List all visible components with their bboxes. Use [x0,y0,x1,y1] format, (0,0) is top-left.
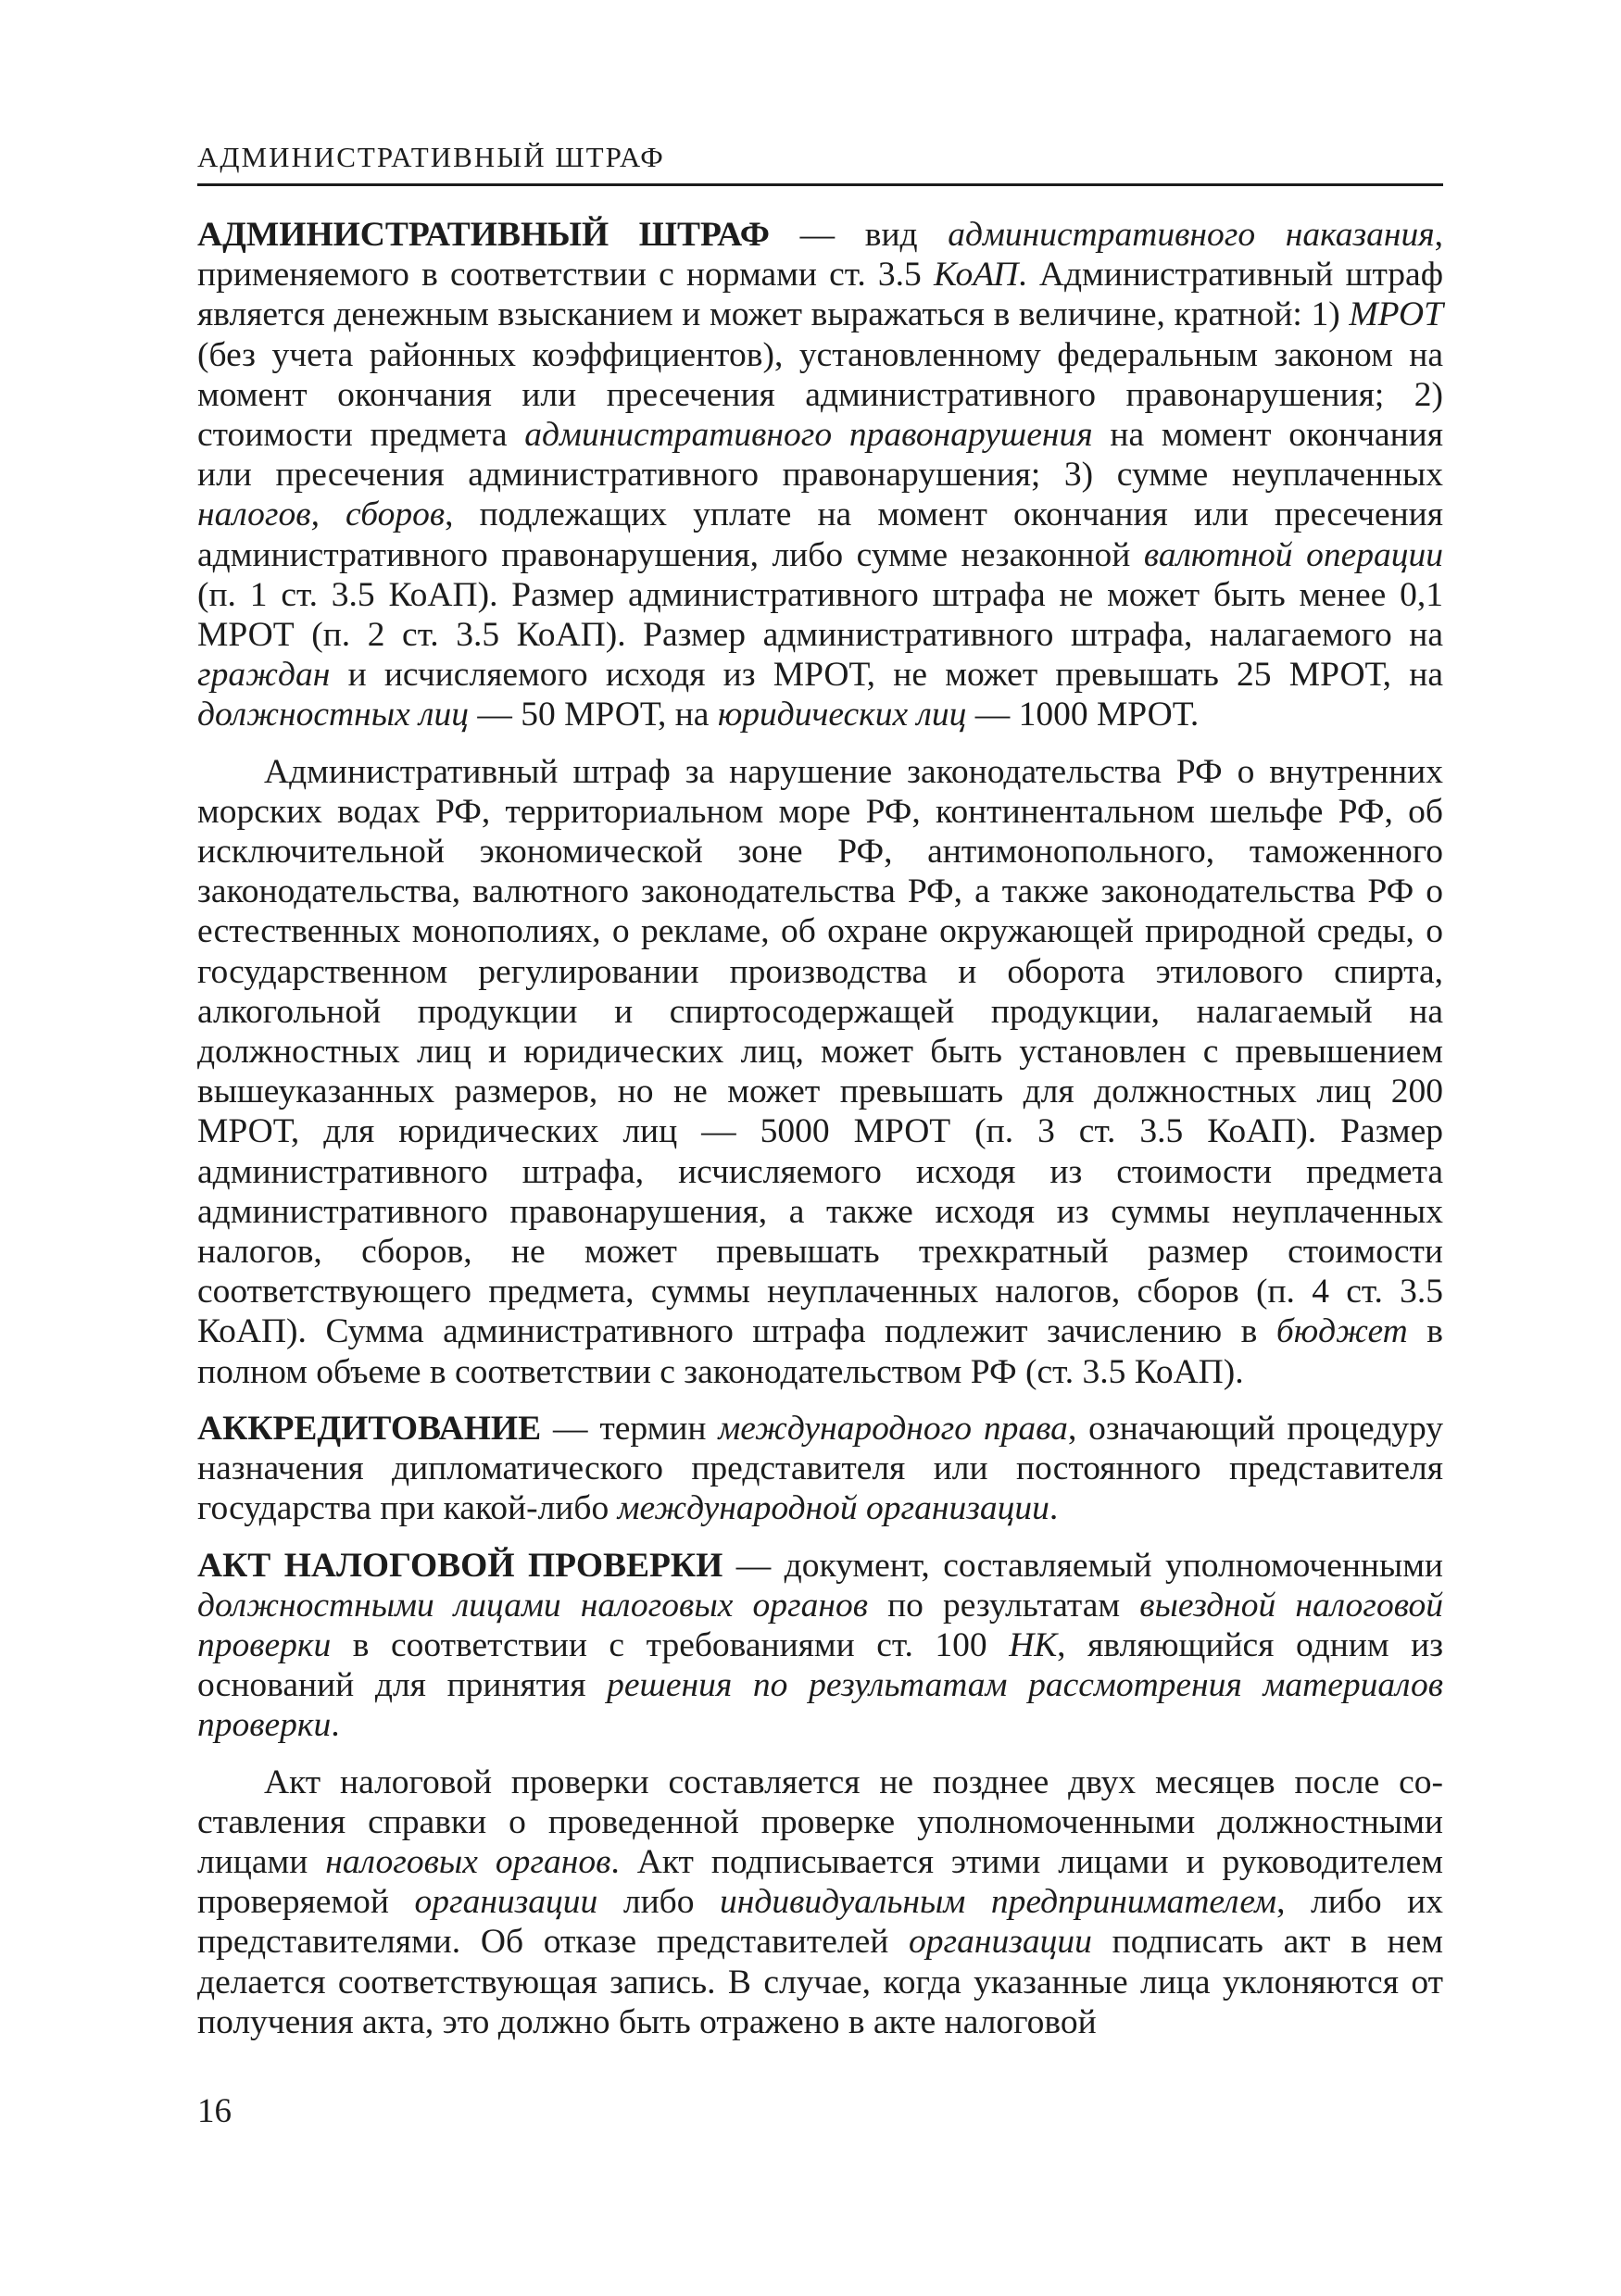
entry-text: . Административный штраф является денежным взысканием и может выражаться в величине, кратной: 1) [197,256,1443,334]
entry-text: либо [597,1883,721,1922]
cross-reference[interactable]: КоАП [934,256,1019,295]
cross-reference[interactable]: НК [1009,1625,1058,1664]
cross-reference[interactable]: индивидуальным предпринимателем [720,1883,1277,1922]
entry-term: АКТ НАЛОГОВОЙ ПРОВЕРКИ [197,1546,723,1585]
entry-text: , применяемого в соответствии с нормами ст. 3.5 [197,216,1443,295]
entry-text: Административный штраф за нарушение законодательства РФ о внутренних морских водах РФ, территориальном море РФ, континентальном шельфе РФ, об исключительной экономической зоне РФ, антимонопольного, таможенного законодательства, валютного законодательства РФ, а также законодательства РФ о естественных монополиях, о рекламе, об охране окружающей природной среды, о государственном регулировании производства и оборота этилового спирта, алкогольной продукции и спиртосодержащей продукции, налагаемый на должностных лиц и юридических лиц, может быть установлен с превышением вышеуказанных размеров, но не может превышать для должностных лиц 200 МРОТ, для юридических лиц — 5000 МРОТ (п. 3 ст. 3.5 КоАП). Размер административного штрафа, исчисляемого исходя из стоимости предмета административного правонарушения, а также исходя из суммы неуплаченных налогов, сборов, не может превышать трехкратный размер стоимости соответствующего предмета, суммы неуплаченных налогов, сборов (п. 4 ст. 3.5 КоАП). Сумма административного штрафа подлежит зачислению в [197,752,1443,1351]
cross-reference[interactable]: МРОТ [1349,295,1443,334]
cross-reference[interactable]: международной организации [617,1489,1049,1528]
running-head: АДМИНИСТРАТИВНЫЙ ШТРАФ [197,141,665,173]
header-rule [197,183,1443,186]
entry-text: — термин [541,1409,719,1448]
entry-text: — вид [770,216,949,254]
page-body [197,215,1443,2059]
cross-reference[interactable]: организации [414,1883,598,1922]
cross-reference[interactable]: налоговых органов [325,1842,611,1881]
entry-accreditation [197,1409,1443,1529]
cross-reference[interactable]: международного права [718,1409,1068,1448]
cross-reference[interactable]: должностными лицами налоговых органов [197,1586,868,1625]
entry-term: АДМИНИСТРАТИВНЫЙ ШТРАФ [197,216,770,254]
entry-text: (п. 1 ст. 3.5 КоАП). Размер административного штрафа не может быть менее 0,1 МРОТ (п. 2 ст. 3.5 КоАП). Размер административного штрафа, налагаемого на [197,575,1443,655]
entry-term: АККРЕДИТОВАНИЕ [197,1409,542,1448]
entry-text: , означающий процедуру назначения дипломатического представителя или постоянного представителя государства при какой-либо [197,1409,1443,1528]
entry-text: . [1049,1489,1059,1528]
entry-text: в полном объеме в соответствии с законодательством РФ (ст. 3.5 КоАП). [197,1312,1443,1391]
entry-administrative-fine [197,215,1443,735]
cross-reference[interactable]: административного правонарушения [524,416,1093,455]
entry-text: на момент окончания или пресечения административного правонарушения; 3) сумме неуплаченных [197,416,1443,495]
cross-reference[interactable]: налогов, сборов [197,496,446,534]
cross-reference[interactable]: административного наказания [948,216,1435,254]
entry-text: и исчисляемого исходя из МРОТ, не может превышать 25 МРОТ, на [330,656,1443,695]
cross-reference[interactable]: выездной налоговой проверки [197,1586,1443,1664]
cross-reference[interactable]: валютной операции [1143,535,1443,574]
cross-reference[interactable]: решения по результатам рассмотрения материалов проверки [197,1666,1443,1745]
entry-text: подписать акт в нем делается соответствующая запись. В случае, когда указанные лица уклоняются от получения акта, это должно быть отражено в акте налоговой [197,1923,1443,2041]
entry-text: , подлежащих уплате на момент окончания или пресечения административного правонарушения, либо сумме незаконной [197,496,1443,574]
page-number: 16 [197,2092,232,2130]
entry-text: . Акт подписывается этими лицами и руководителем проверяемой [197,1842,1444,1922]
cross-reference[interactable]: граждан [197,656,331,695]
cross-reference[interactable]: должностных лиц [197,696,469,734]
entry-tax-audit-act [197,1546,1443,1746]
entry-text: — документ, составляемый уполномоченными [723,1546,1443,1585]
cross-reference[interactable]: организации [909,1923,1092,1962]
entry-text: по результатам [867,1586,1140,1625]
entry-text: — 50 МРОТ, на [468,696,718,734]
cross-reference[interactable]: юридических лиц [717,696,967,734]
entry-text: — 1000 МРОТ. [966,696,1200,734]
entry-text: , либо их представителями. Об отказе представителей [197,1883,1443,1962]
entry-paragraph [197,752,1443,1392]
entry-text: . [331,1706,340,1745]
entry-text: , являющийся одним из оснований для принятия [197,1625,1444,1705]
entry-text: Акт налоговой проверки составляется не позднее двух месяцев после составления справки о проведенной проверке уполномоченными должностными лицами [197,1763,1443,1881]
entry-paragraph [197,1763,1443,2042]
entry-text: (без учета районных коэффициентов), установленному федеральным законом на момент окончания или пресечения административного правонарушения; 2) стоимости предмета [197,335,1443,455]
entry-text: в соответствии с требованиями ст. 100 [331,1625,1010,1664]
cross-reference[interactable]: бюджет [1275,1312,1408,1351]
